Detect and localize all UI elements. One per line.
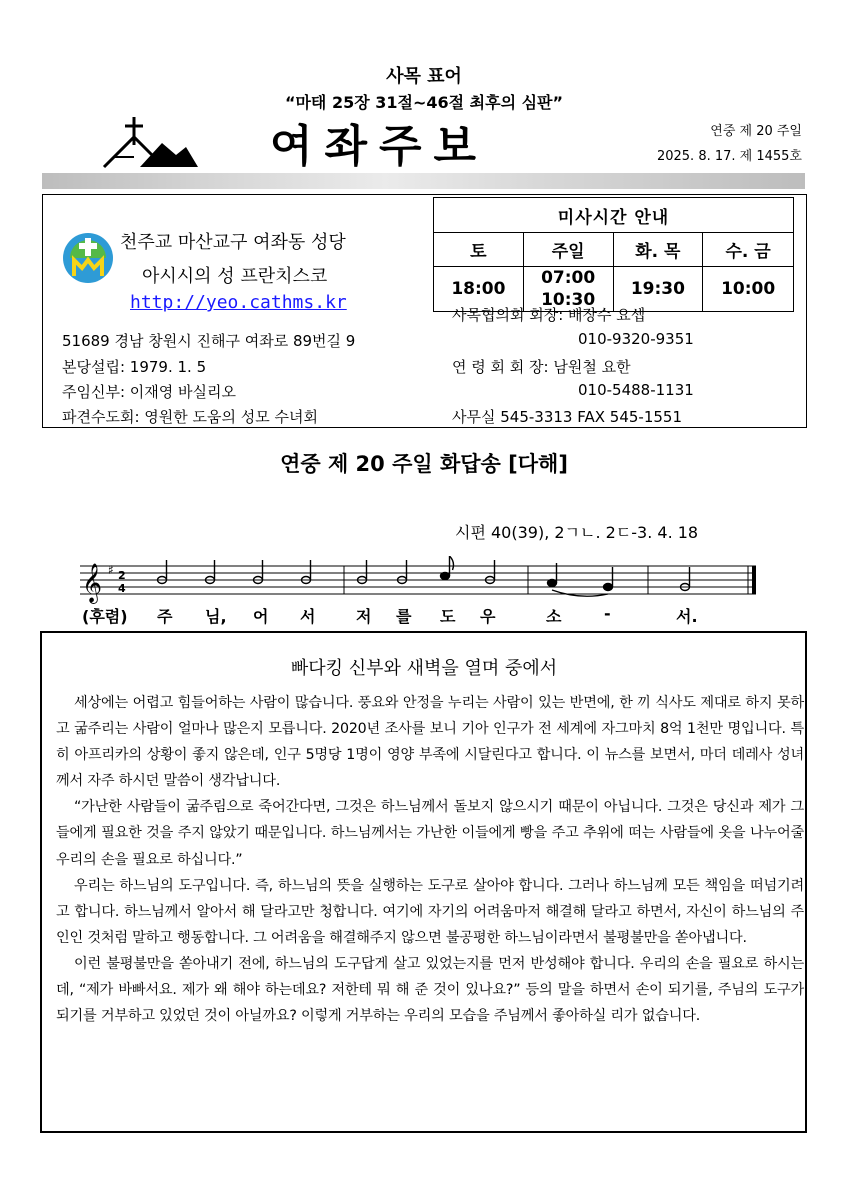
- article-paragraph: 이런 불평불만을 쏟아내기 전에, 하느님의 도구답게 살고 있었는지를 먼저 반성해야 합니다. 우리의 손을 필요로 하시는데, “제가 바빠서요. 제가 왜 해야 하는데요? 저한테 뭐 해 준 것이 있나요?” 등의 말을 하면서 손이 되기를, 주님의 도구가 되기를 거부하고 있었던 것이 아닐까요? 이렇게 거부하는 우리의 모습을 주님께서 좋아하실 리가 없습니다.: [56, 955, 804, 1025]
- article-paragraph: 우리는 하느님의 도구입니다. 즉, 하느님의 뜻을 실행하는 도구로 살아야 합니다. 그러나 하느님께 모든 책임을 떠넘기려고 합니다. 하느님께서 알아서 해 달라고만 청합니다. 여기에 자기의 어려움마저 해결해 달라고 하면서, 자신이 하느님의 주인인 것처럼 말하고 행동합니다. 그 어려움을 해결해주지 않으면 불공평한 하느님이라면서 불평불만을 쏟아냅니다.: [56, 877, 804, 946]
- lyric-syllable: 우: [480, 607, 496, 626]
- key-signature-icon: ♯: [108, 563, 114, 577]
- mass-day: 화. 목: [613, 233, 703, 267]
- mass-schedule-table: [433, 197, 794, 312]
- psalm-reference: 시편 40(39), 2ㄱㄴ. 2ㄷ-3. 4. 18: [455, 523, 699, 542]
- header-divider: [42, 173, 805, 189]
- lyric-syllable: 소: [546, 607, 562, 626]
- lyric-syllable: 를: [396, 607, 412, 626]
- treble-clef-icon: 𝄞: [82, 563, 103, 603]
- masthead-title: 여좌주보: [270, 121, 489, 172]
- parish-address: 51689 경남 창원시 진해구 여좌로 89번길 9: [62, 332, 356, 350]
- mass-day: 주일: [523, 233, 613, 267]
- lyric-syllable: 도: [440, 607, 456, 626]
- music-staff: [80, 556, 770, 604]
- parish-website-link[interactable]: http://yeo.cathms.kr: [130, 292, 347, 313]
- time-sig-bottom: 4: [118, 582, 126, 595]
- mass-time-line: 07:00: [541, 268, 596, 288]
- mass-day: 토: [434, 233, 524, 267]
- article-paragraph: 세상에는 어렵고 힘들어하는 사람이 많습니다. 풍요와 안정을 누리는 사람이 있는 반면에, 한 끼 식사도 제대로 하지 못하고 굶주리는 사람이 얼마나 많은지 모릅니다. 2020년 조사를 보니 기아 인구가 전 세계에 자그마치 8억 1천만 명입니다. 특히 아프리카의 상황이 좋지 않은데, 인구 5명당 1명이 영양 부족에 시달린다고 합니다. 이 뉴스를 보면서, 마더 데레사 성녀께서 자주 하시던 말씀이 생각납니다.: [56, 695, 804, 790]
- council-president: 사목협의회 회장: 배장수 요셉: [452, 306, 646, 324]
- elders-president: 연 령 회 회 장: 남원철 요한: [452, 358, 631, 376]
- church-logo-icon: [100, 115, 200, 173]
- article-title: 빠다킹 신부와 새벽을 열며 중에서: [290, 658, 558, 679]
- lyric-syllable: 어: [253, 607, 269, 626]
- time-sig-top: 2: [118, 569, 126, 582]
- lyric-syllable: 님,: [205, 607, 227, 626]
- mass-time: 10:00: [703, 267, 794, 312]
- parish-pastor: 주임신부: 이재영 바실리오: [62, 383, 236, 401]
- office-contact: 사무실 545-3313 FAX 545-1551: [452, 408, 682, 426]
- parish-sisters: 파견수도회: 영원한 도움의 성모 수녀회: [62, 408, 318, 426]
- psalm-title: 연중 제 20 주일 화답송 [다해]: [280, 452, 568, 476]
- issue-date: 2025. 8. 17. 제 1455호: [656, 149, 802, 164]
- parish-logo-icon: [62, 232, 114, 284]
- article-paragraph: “가난한 사람들이 굶주림으로 죽어간다면, 그것은 하느님께서 돌보지 않으시기 때문이 아닙니다. 그것은 당신과 제가 그들에게 필요한 것을 주지 않았기 때문입니다. 하느님께서는 가난한 이들에게 빵을 주고 추위에 떠는 사람들에 옷을 나누어줄 우리의 손을 필요로 하십니다.”: [56, 799, 804, 868]
- elders-phone: 010-5488-1131: [578, 381, 694, 399]
- parish-patron: 아시시의 성 프란치스코: [142, 266, 328, 287]
- mass-time: 18:00: [434, 267, 524, 312]
- mass-time-line: 10:30: [541, 290, 596, 310]
- lyric-syllable: 서: [300, 607, 316, 626]
- pastoral-motto: 사목 표어: [386, 66, 462, 87]
- council-phone: 010-9320-9351: [578, 330, 694, 348]
- parish-name: 천주교 마산교구 여좌동 성당: [120, 232, 346, 253]
- mass-time: 19:30: [613, 267, 703, 312]
- article-body: [56, 690, 804, 1029]
- lyric-syllable: (후렴): [82, 607, 128, 626]
- mass-day: 수. 금: [703, 233, 794, 267]
- lyric-syllable: -: [604, 604, 611, 623]
- parish-founded: 본당설립: 1979. 1. 5: [62, 358, 207, 376]
- issue-week: 연중 제 20 주일: [710, 124, 802, 139]
- lyric-syllable: 서.: [676, 607, 698, 626]
- lyric-syllable: 주: [157, 607, 173, 626]
- mass-schedule-title: 미사시간 안내: [434, 198, 794, 233]
- pastoral-theme: “마태 25장 31절~46절 최후의 심판”: [284, 93, 564, 112]
- lyric-syllable: 저: [356, 607, 372, 626]
